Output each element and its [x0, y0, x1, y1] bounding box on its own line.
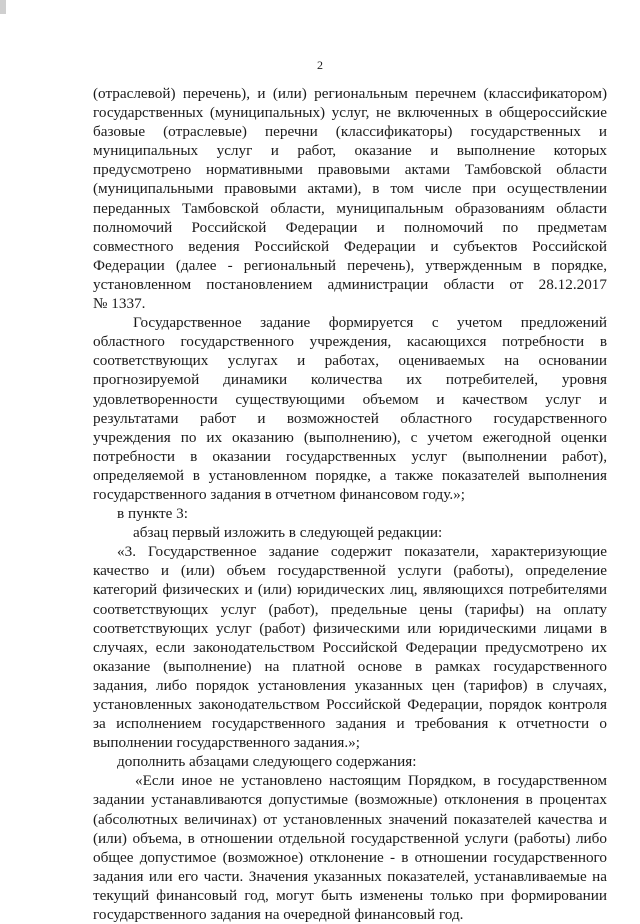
text-line: муниципальных услуг и работ, оказание и выполнение которых — [93, 142, 607, 160]
text-line: Федерации (далее - региональный перечень), утвержденным в порядке, — [93, 256, 607, 274]
text-line: установленных законодательством Российской Федерации, порядок контроля — [93, 696, 607, 713]
text-line: предусмотрено нормативными правовыми актами Тамбовской области — [93, 161, 607, 179]
text-line: оказание (выполнение) на платной основе в рамках государственного — [93, 657, 607, 675]
text-line: задания, либо порядок установления указанных цен (тарифов) в случаях, — [93, 676, 607, 694]
text-line: соответствующих услугах и работах, оцениваемых на основании — [93, 352, 607, 370]
text-line: областного государственного учреждения, касающихся потребности в — [93, 333, 607, 351]
text-line: абзац первый изложить в следующей редакции: — [133, 524, 443, 542]
text-line: задания или его части. Значения указанных показателей, устанавливаемые на — [93, 867, 607, 885]
text-line: прогнозируемой динамики количества их потребителей, уровня — [93, 371, 607, 389]
text-line: потребности в оказании государственных услуг (выполнении работ), — [93, 447, 607, 465]
text-line: переданных Тамбовской области, муниципальным образованиям области — [93, 199, 607, 217]
text-line: № 1337. — [93, 295, 146, 313]
text-line: текущий финансовый год, могут быть изменены только при формировании — [93, 886, 607, 904]
scan-artifact — [0, 0, 6, 14]
text-line: установленном постановлением администрации области от 28.12.2017 — [93, 275, 607, 293]
text-line: учреждения по их оказанию (выполнению), с учетом ежегодной оценки — [93, 428, 607, 446]
text-line: «Если иное не установлено настоящим Порядком, в государственном — [135, 772, 607, 790]
text-line: полномочий Российской Федерации и полномочий по предметам — [93, 218, 607, 236]
text-line: соответствующих услуг (работ), предельные цены (тарифы) на оплату — [93, 600, 607, 618]
text-line: государственного задания на очередной финансовый год. — [93, 906, 464, 924]
text-line: удовлетворенности существующими объемом и качеством услуг и — [93, 390, 607, 408]
text-line: (или) объема, в отношении отдельной государственной услуги (работы) либо — [93, 829, 607, 847]
text-line: Государственное задание формируется с учетом предложений — [133, 314, 607, 332]
text-line: «3. Государственное задание содержит показатели, характеризующие — [117, 543, 607, 561]
text-line: случаях, если законодательством Российской Федерации предусмотрено их — [93, 638, 607, 656]
text-line: дополнить абзацами следующего содержания: — [117, 753, 417, 771]
document-body — [93, 84, 607, 924]
text-line: за исполнением государственного задания и требования к отчетности о — [93, 715, 607, 733]
text-line: (абсолютных величинах) от установленных значений показателей качества и — [93, 810, 607, 828]
text-line: результатами работ и возможностей областного государственного — [93, 409, 607, 427]
text-line: качество и (или) объем государственной услуги (работы), определение — [93, 562, 607, 580]
text-line: задании устанавливаются допустимые (возможные) отклонения в процентах — [93, 791, 607, 809]
text-line: (муниципальными правовыми актами), в том числе при осуществлении — [93, 180, 607, 198]
text-line: совместного ведения Российской Федерации и субъектов Российской — [93, 237, 607, 255]
text-line: соответствующих услуг (работ) физическими или юридическими лицами в — [93, 619, 607, 637]
text-line: государственных (муниципальных) услуг, не включенных в общероссийские — [93, 104, 607, 122]
text-line: в пункте 3: — [117, 505, 188, 523]
text-line: базовые (отраслевые) перечни (классификаторы) государственных и — [93, 123, 607, 141]
text-line: определяемой в установленном порядке, а также показателей выполнения — [93, 466, 607, 484]
text-line: (отраслевой) перечень), и (или) региональным перечнем (классификатором) — [93, 85, 607, 102]
page-number: 2 — [317, 58, 323, 72]
text-line: общее допустимое (возможное) отклонение - в отношении государственного — [93, 848, 607, 866]
text-line: государственного задания в отчетном финансовом году.»; — [93, 485, 465, 503]
text-line: выполнении государственного задания.»; — [93, 734, 360, 752]
text-line: категорий физических и (или) юридических лиц, являющихся потребителями — [93, 581, 607, 599]
